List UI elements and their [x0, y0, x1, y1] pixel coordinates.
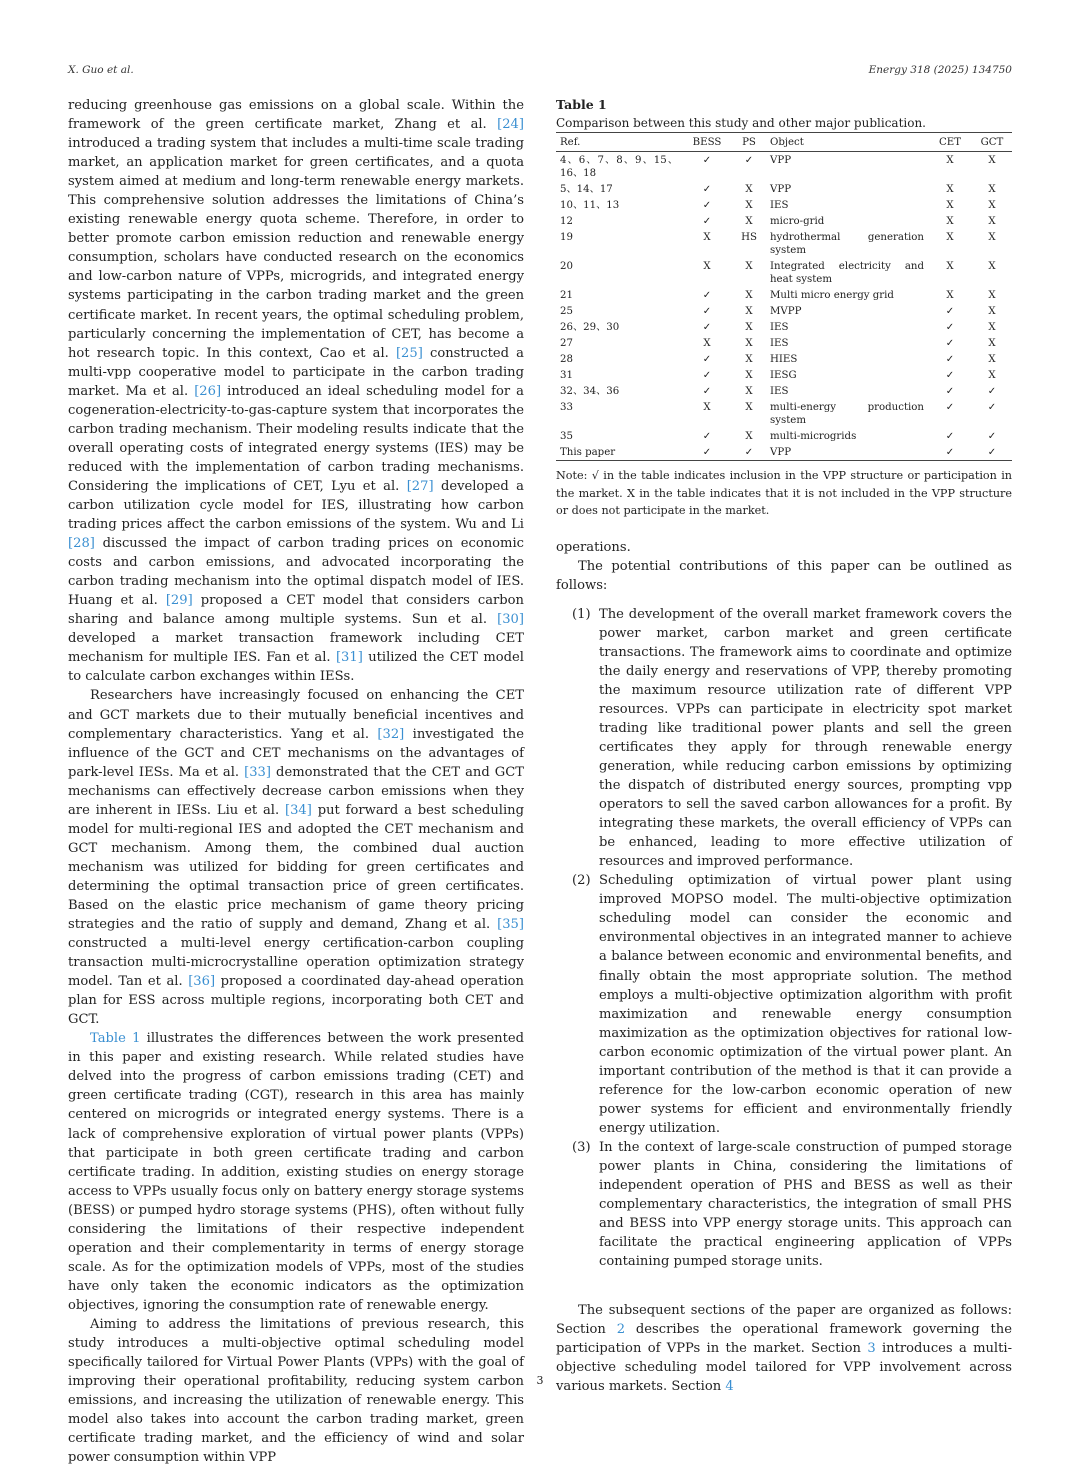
header-ps: PS: [732, 133, 766, 152]
contribution-text: In the context of large-scale construction of pumped storage power plants in China, considering the limitations of independent operation of PHS and BESS as well as their complementary characteristics, the integration of small PHS and BESS into VPP energy storage units. This approach can facilitate the practical engineering application of VPPs containing pumped storage units.: [599, 1139, 1012, 1270]
citation-link[interactable]: [31]: [335, 650, 363, 666]
cell-bess: X: [703, 231, 711, 243]
cell-gct: X: [988, 154, 996, 166]
spacer: [556, 1271, 1012, 1301]
cell-bess: ✓: [702, 353, 712, 365]
table-row: [556, 229, 1012, 258]
cell-ps: HS: [741, 231, 757, 243]
cell-ref: 20: [560, 260, 573, 272]
cell-gct: X: [988, 321, 996, 333]
cell-cet: X: [946, 215, 954, 227]
section-link[interactable]: 2: [616, 1322, 626, 1338]
cell-bess: ✓: [702, 430, 712, 442]
citation-link[interactable]: [29]: [165, 593, 193, 609]
cell-ref: 12: [560, 215, 573, 227]
cell-gct: X: [988, 337, 996, 349]
paragraph-operations: operations.: [556, 539, 631, 555]
header-cet: CET: [928, 133, 972, 152]
cell-cet: X: [946, 260, 954, 272]
cell-bess: X: [703, 337, 711, 349]
table-reference-link[interactable]: Table 1: [90, 1031, 141, 1047]
table-title: Table 1: [556, 97, 607, 112]
paragraph-aiming: Aiming to address the limitations of previous research, this study introduces a multi-objective optimal scheduling model specifically tailored for Virtual Power Plants (VPPs) with the goal of improving their operational profitability, reducing system carbon emissions, and increasing the utilization of renewable energy. This model also takes into account the carbon trading market, green certificate trading market, and the efficiency of wind and solar power consumption within VPP: [68, 1317, 524, 1466]
cell-ref: 4、6、7、8、9、15、16、18: [560, 154, 678, 179]
contributions-intro: The potential contributions of this paper can be outlined as follows:: [556, 558, 1012, 593]
table-row: [556, 444, 1012, 461]
cell-ps: X: [745, 215, 753, 227]
cell-object: hydrothermal generation system: [770, 231, 924, 256]
cell-ref: 25: [560, 305, 573, 317]
cell-ps: ✓: [744, 446, 754, 458]
citation-link[interactable]: [34]: [284, 802, 312, 818]
table-row: [556, 303, 1012, 319]
citation-link[interactable]: [26]: [194, 383, 222, 399]
cell-object: IESG: [770, 369, 797, 381]
cell-object: IES: [770, 385, 789, 397]
paragraph-cet-gct: [68, 686, 524, 1029]
page-number: 3: [536, 1374, 544, 1387]
table-row: [556, 152, 1012, 182]
citation-link[interactable]: [33]: [244, 764, 271, 780]
cell-cet: ✓: [945, 369, 955, 381]
cell-ref: 21: [560, 289, 573, 301]
cell-cet: ✓: [945, 321, 955, 333]
cell-object: multi-energy production system: [770, 401, 924, 426]
contribution-item: [556, 605, 1012, 872]
section-link[interactable]: 3: [867, 1341, 876, 1357]
cell-bess: ✓: [702, 183, 712, 195]
table-row: [556, 197, 1012, 213]
cell-bess: ✓: [702, 215, 712, 227]
citation-link[interactable]: [36]: [188, 974, 216, 990]
table-row: [556, 258, 1012, 287]
cell-bess: ✓: [702, 369, 712, 381]
paragraph-green-certificate: [68, 96, 524, 686]
table-caption: Comparison between this study and other major publication.: [556, 116, 926, 130]
cell-gct: ✓: [987, 385, 997, 397]
contribution-item: [556, 871, 1012, 1138]
spacer: [556, 520, 1012, 538]
table-row: [556, 319, 1012, 335]
header-gct: GCT: [972, 133, 1012, 152]
citation-link[interactable]: [27]: [406, 478, 434, 494]
text-span: investigated the influence of the GCT and CET mechanisms on the advantages of park-level IESs. Ma et al.: [68, 726, 524, 780]
cell-cet: ✓: [945, 305, 955, 317]
cell-object: multi-microgrids: [770, 430, 857, 442]
cell-gct: X: [988, 289, 996, 301]
cell-object: IES: [770, 199, 789, 211]
cell-bess: ✓: [702, 321, 712, 333]
text-span: illustrates the differences between the work presented in this paper and existing research. While related studies have delved into the progress of carbon emissions trading (CET) and green certificate trading (CGT), research in this area has mainly centered on microgrids or integrated energy systems. There is a lack of comprehensive exploration of virtual power plants (VPPs) that participate in both green certificate trading and carbon certificate trading. In addition, existing studies on energy storage access to VPPs usually focus only on battery energy storage systems (BESS) or pumped hydro storage systems (PHS), often without fully considering the limitations of their respective independent operation and their complementarity in terms of energy storage scale. As for the optimization models of VPPs, most of the studies have only taken the economic indicators as the optimization objectives, ignoring the consumption rate of renewable energy.: [68, 1031, 524, 1313]
table-row: [556, 367, 1012, 383]
text-span: constructed a multi-vpp cooperative model to participate in the carbon trading market. Ma et al.: [68, 345, 524, 399]
text-span: demonstrated that the CET and GCT mechanisms can effectively decrease carbon emissions when they are inherent in IESs. Liu et al.: [68, 764, 525, 818]
cell-object: VPP: [770, 183, 792, 195]
cell-bess: ✓: [702, 289, 712, 301]
cell-ps: X: [745, 260, 753, 272]
cell-ref: 19: [560, 231, 573, 243]
cell-cet: ✓: [945, 430, 955, 442]
cell-bess: ✓: [702, 199, 712, 211]
cell-cet: X: [946, 289, 954, 301]
table-row: [556, 181, 1012, 197]
citation-link[interactable]: [24]: [497, 117, 524, 133]
text-span: describes the operational framework governing the participation of VPPs in the market. Section: [556, 1322, 1012, 1357]
cell-ref: 28: [560, 353, 573, 365]
cell-cet: X: [946, 199, 954, 211]
table-row: [556, 383, 1012, 399]
text-span: Researchers have increasingly focused on enhancing the CET and GCT markets due to their mutually beneficial incentives and complementary characteristics. Yang et al.: [68, 688, 524, 742]
cell-ref: 31: [560, 369, 573, 381]
cell-ps: X: [745, 321, 753, 333]
text-span: constructed a multi-level energy certification-carbon coupling transaction multi-microcrystalline operation optimization strategy model. Tan et al.: [68, 936, 524, 990]
cell-gct: X: [988, 215, 996, 227]
cell-cet: ✓: [945, 446, 955, 458]
citation-link[interactable]: [35]: [497, 917, 524, 933]
text-span: proposed a coordinated day-ahead operation plan for ESS across multiple regions, incorporating both CET and GCT.: [68, 974, 524, 1028]
cell-cet: ✓: [945, 337, 955, 349]
table-row: [556, 351, 1012, 367]
table-row: [556, 213, 1012, 229]
cell-bess: ✓: [702, 305, 712, 317]
cell-gct: X: [988, 369, 996, 381]
cell-ps: X: [745, 337, 753, 349]
cell-gct: X: [988, 199, 996, 211]
cell-object: Multi micro energy grid: [770, 289, 894, 301]
cell-bess: X: [703, 260, 711, 272]
section-link[interactable]: 4: [725, 1379, 734, 1395]
table-row: [556, 399, 1012, 428]
cell-ps: X: [745, 199, 753, 211]
left-column: [68, 96, 524, 1467]
citation-link[interactable]: [32]: [377, 726, 405, 742]
cell-ps: ✓: [744, 154, 754, 166]
header-ref: Ref.: [556, 133, 682, 152]
cell-ps: X: [745, 183, 753, 195]
citation-link[interactable]: [28]: [68, 536, 95, 552]
cell-ps: X: [745, 369, 753, 381]
citation-link[interactable]: [25]: [395, 345, 423, 361]
table-header-row: [556, 133, 1012, 152]
table-row: [556, 335, 1012, 351]
cell-ref: 33: [560, 401, 573, 413]
cell-object: IES: [770, 321, 789, 333]
cell-ref: 27: [560, 337, 573, 349]
cell-object: micro-grid: [770, 215, 825, 227]
cell-ps: X: [745, 305, 753, 317]
cell-ps: X: [745, 401, 753, 413]
contribution-text: The development of the overall market framework covers the power market, carbon market and green certificate transactions. The framework aims to coordinate and optimize the daily energy and reservations of VPP, thereby promoting the maximum resource utilization rate of different VPP resources. VPPs can participate in electricity spot market trading like traditional power plants and sell the green certificates they apply for through renewable energy generation, while reducing carbon emissions by optimizing the dispatch of distributed energy sources, prompting vpp operators to sell the saved carbon allowances for a profit. By integrating these markets, the overall efficiency of VPPs can be enhanced, leading to more effective utilization of resources and improved performance.: [599, 606, 1012, 870]
right-column: [556, 96, 1012, 1397]
cell-bess: ✓: [702, 154, 712, 166]
cell-bess: X: [703, 401, 711, 413]
cell-cet: X: [946, 183, 954, 195]
cell-ps: X: [745, 289, 753, 301]
text-span: reducing greenhouse gas emissions on a global scale. Within the framework of the green certificate market, Zhang et al.: [68, 98, 524, 133]
cell-cet: ✓: [945, 401, 955, 413]
contribution-number: (2): [572, 873, 591, 889]
cell-ref: 10、11、13: [560, 199, 620, 211]
contribution-item: [556, 1138, 1012, 1271]
cell-gct: X: [988, 305, 996, 317]
cell-cet: X: [946, 231, 954, 243]
text-span: introduced an ideal scheduling model for a cogeneration-electricity-to-gas-capture system that incorporates the carbon trading mechanism. Their modeling results indicate that the overall operating costs of integrated energy systems (IES) may be reduced with the implementation of carbon trading mechanisms. Considering the implications of CET, Lyu et al.: [68, 383, 524, 494]
text-span: discussed the impact of carbon trading prices on economic costs and carbon emissions, and advocated incorporating the carbon trading mechanism into the optimal dispatch model of IES. Huang et al.: [68, 536, 524, 609]
cell-cet: ✓: [945, 385, 955, 397]
cell-ref: 35: [560, 430, 573, 442]
cell-ref: 32、34、36: [560, 385, 620, 397]
cell-gct: X: [988, 231, 996, 243]
cell-object: VPP: [770, 446, 792, 458]
cell-ref: 5、14、17: [560, 183, 613, 195]
text-span: put forward a best scheduling model for multi-regional IES and adopted the CET mechanism and GCT mechanism. Among them, the combined dual auction mechanism was utilized for bidding for green certificates and determining the optimal transaction price of green certificates. Based on the elastic price mechanism of game theory pricing strategies and the ratio of supply and demand, Zhang et al.: [68, 802, 524, 933]
cell-bess: ✓: [702, 385, 712, 397]
running-header-journal: Energy 318 (2025) 134750: [868, 64, 1012, 76]
cell-gct: X: [988, 260, 996, 272]
cell-gct: ✓: [987, 446, 997, 458]
header-object: Object: [766, 133, 928, 152]
running-header-authors: X. Guo et al.: [68, 64, 134, 76]
text-span: introduced a trading system that includes a multi-time scale trading market, an application market for green certificates, and a quota system aimed at medium and long-term renewable energy markets. This comprehensive solution addresses the limitations of China’s existing renewable energy quota scheme. Therefore, in order to better promote carbon emission reduction and renewable energy consumption, scholars have conducted research on the economics and low-carbon nature of VPPs, microgrids, and integrated energy systems participating in the carbon trading market and the green certificate market. In recent years, the optimal scheduling problem, particularly concerning the implementation of CET, has become a hot research topic. In this context, Cao et al.: [68, 136, 524, 361]
text-span: introduces a multi-objective scheduling model tailored for VPP involvement across various markets. Section: [556, 1341, 1012, 1395]
table-note: Note: √ in the table indicates inclusion in the VPP structure or participation in the market. X in the table indicates that it is not included in the VPP structure or does not participate in the market.: [556, 469, 1012, 517]
text-span: developed a market transaction framework including CET mechanism for multiple IES. Fan et al.: [68, 631, 524, 666]
cell-object: VPP: [770, 154, 792, 166]
comparison-table: [556, 132, 1012, 461]
cell-object: HIES: [770, 353, 798, 365]
cell-gct: X: [988, 183, 996, 195]
cell-object: MVPP: [770, 305, 802, 317]
cell-ref: 26、29、30: [560, 321, 620, 333]
cell-ps: X: [745, 353, 753, 365]
cell-ref: This paper: [560, 446, 616, 458]
contribution-number: (3): [572, 1139, 591, 1155]
cell-object: IES: [770, 337, 789, 349]
cell-ps: X: [745, 430, 753, 442]
cell-gct: ✓: [987, 401, 997, 413]
paragraph-differences: [68, 1029, 524, 1315]
cell-gct: ✓: [987, 430, 997, 442]
table-row: [556, 287, 1012, 303]
citation-link[interactable]: [30]: [497, 612, 524, 628]
text-span: utilized the CET model to calculate carbon exchanges within IESs.: [68, 650, 524, 685]
table-row: [556, 428, 1012, 444]
text-span: proposed a CET model that considers carbon sharing and balance among multiple systems. Sun et al.: [68, 593, 524, 628]
header-bess: BESS: [682, 133, 732, 152]
cell-cet: ✓: [945, 353, 955, 365]
cell-bess: ✓: [702, 446, 712, 458]
text-span: developed a carbon utilization cycle model for IES, illustrating how carbon trading prices affect the carbon emissions of the system. Wu and Li: [68, 478, 524, 533]
cell-object: Integrated electricity and heat system: [770, 260, 924, 285]
cell-ps: X: [745, 385, 753, 397]
cell-cet: X: [946, 154, 954, 166]
table-body: [556, 152, 1012, 461]
contribution-text: Scheduling optimization of virtual power plant using improved MOPSO model. The multi-objective optimization scheduling model can consider the economic and environmental objectives in an integrated manner to achieve a balance between economic and environmental benefits, and finally obtain the most appropriate solution. The method employs a multi-objective optimization algorithm with profit maximization and renewable energy consumption maximization as the optimization objectives for rational low-carbon economic optimization of the virtual power plant. An important contribution of the method is that it can provide a reference for the low-carbon economic operation of new power systems for efficient and environmentally friendly energy utilization.: [599, 873, 1012, 1136]
text-span: The subsequent sections of the paper are organized as follows: Section: [556, 1303, 1012, 1338]
contribution-number: (1): [572, 606, 591, 622]
cell-gct: X: [988, 353, 996, 365]
contributions-list: [556, 605, 1012, 1272]
